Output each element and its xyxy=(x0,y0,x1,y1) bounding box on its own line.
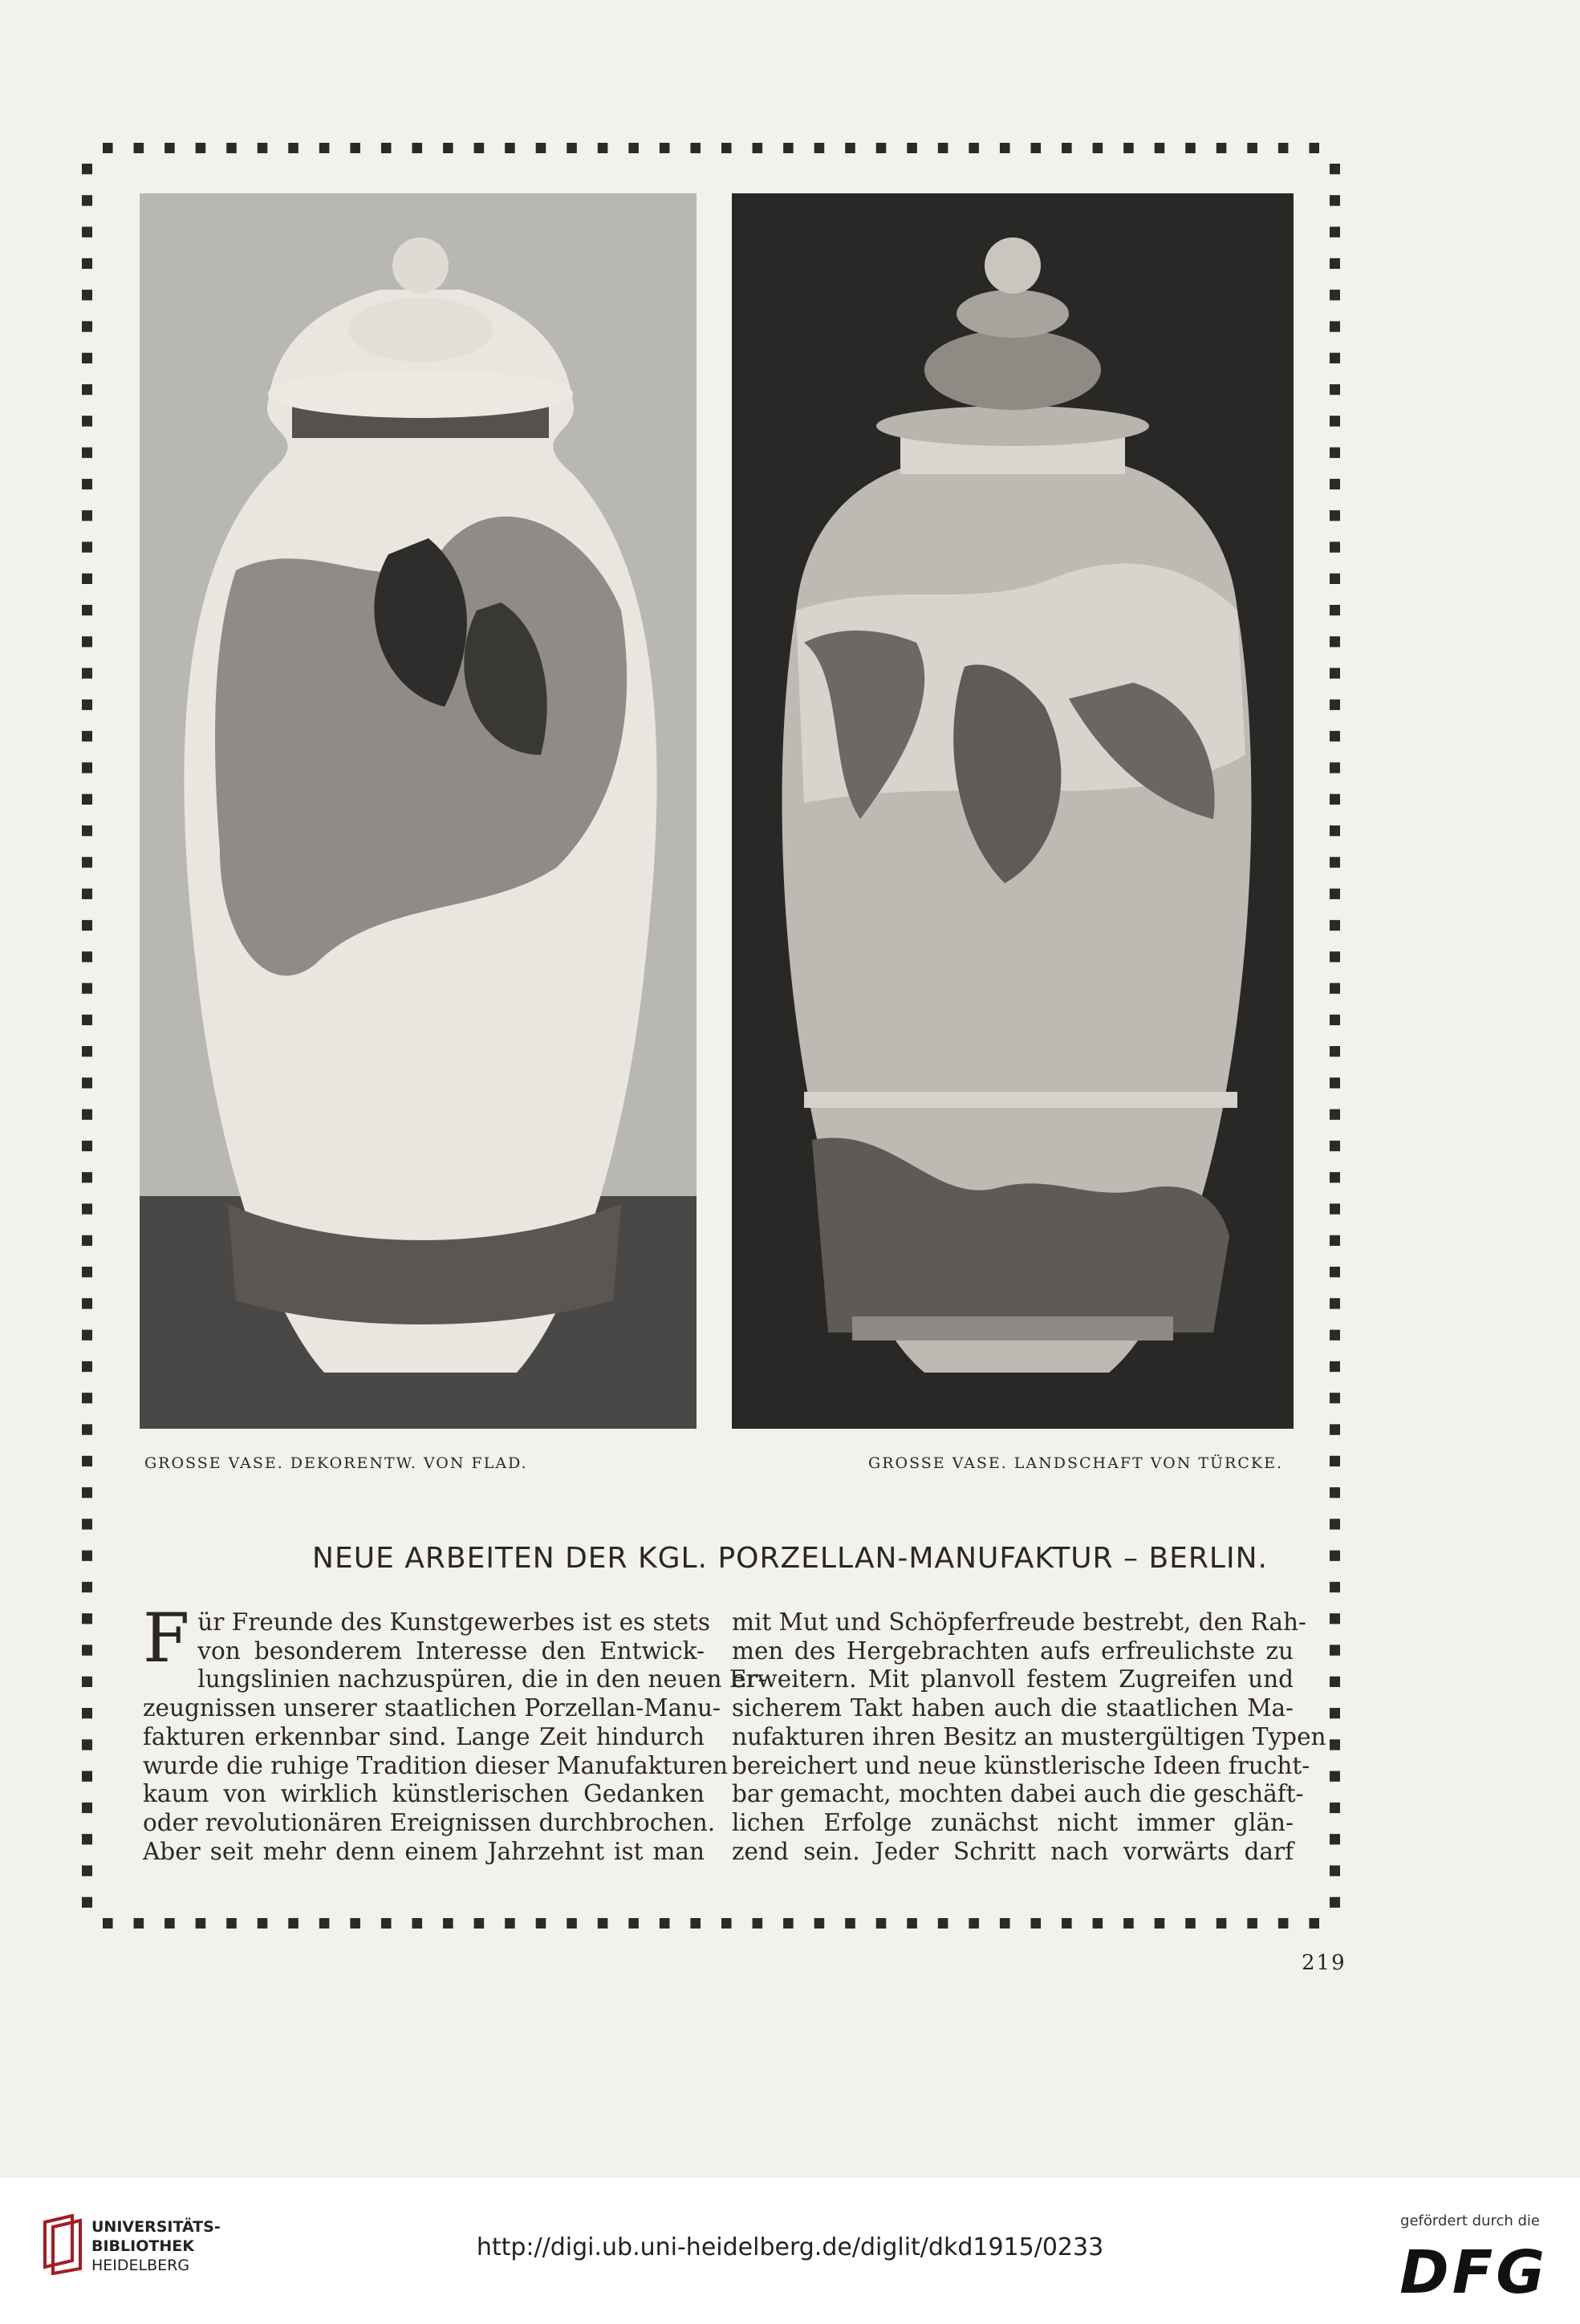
text-line: mit Mut und Schöpferfreude bestrebt, den Rah- xyxy=(732,1608,1306,1636)
text-line: Aber seit mehr denn einem Jahrzehnt ist man xyxy=(143,1837,705,1865)
library-line2: BIBLIOTHEK xyxy=(91,2237,194,2255)
source-url-link[interactable]: http://digi.ub.uni-heidelberg.de/diglit/dkd1915/0233 xyxy=(476,2233,1104,2261)
article-title: NEUE ARBEITEN DER KGL. PORZELLAN-MANUFAKTUR – BERLIN. xyxy=(312,1542,1268,1575)
text-line: von besonderem Interesse den Entwick- xyxy=(197,1637,705,1665)
text-line: zend sein. Jeder Schritt nach vorwärts darf xyxy=(732,1837,1294,1865)
text-line: sicherem Takt haben auch die staatlichen Ma- xyxy=(732,1694,1294,1722)
text-line: wurde die ruhige Tradition dieser Manufakturen xyxy=(143,1751,729,1779)
dfg-logo: DFG xyxy=(1399,2238,1548,2307)
vase-photo-left xyxy=(140,193,697,1429)
text-line: bereichert und neue künstlerische Ideen frucht- xyxy=(732,1751,1310,1779)
photo-caption-left: GROSSE VASE. DEKORENTW. VON FLAD. xyxy=(144,1454,528,1472)
vase-photo-right xyxy=(732,193,1294,1429)
funding-note: gefördert durch die xyxy=(1400,2212,1540,2229)
text-line: zeugnissen unserer staatlichen Porzellan-Manu- xyxy=(143,1694,721,1722)
text-line: men des Hergebrachten aufs erfreulichste zu xyxy=(732,1637,1294,1665)
text-line: bar gemacht, mochten dabei auch die geschäft- xyxy=(732,1780,1304,1808)
library-line1: UNIVERSITÄTS- xyxy=(91,2218,221,2236)
text-line: ür Freunde des Kunstgewerbes ist es stets xyxy=(197,1608,710,1636)
text-line: nufakturen ihren Besitz an mustergültigen Typen xyxy=(732,1722,1326,1750)
text-line: lichen Erfolge zunächst nicht immer glän- xyxy=(732,1808,1294,1836)
library-line3: HEIDELBERG xyxy=(91,2257,190,2274)
text-line: lungslinien nachzuspüren, die in den neuen Er- xyxy=(197,1665,766,1693)
article-column-left xyxy=(143,1599,766,1866)
page-number: 219 xyxy=(1302,1951,1346,1975)
text-line: kaum von wirklich künstlerischen Gedanken xyxy=(143,1780,705,1808)
drop-cap: F xyxy=(143,1599,190,1677)
text-line: fakturen erkennbar sind. Lange Zeit hindurch xyxy=(143,1722,705,1750)
photo-caption-right: GROSSE VASE. LANDSCHAFT VON TÜRCKE. xyxy=(868,1454,1283,1472)
text-line: oder revolutionären Ereignissen durchbrochen. xyxy=(143,1808,716,1836)
text-line: erweitern. Mit planvoll festem Zugreifen und xyxy=(732,1665,1294,1693)
article-column-right xyxy=(732,1608,1326,1866)
